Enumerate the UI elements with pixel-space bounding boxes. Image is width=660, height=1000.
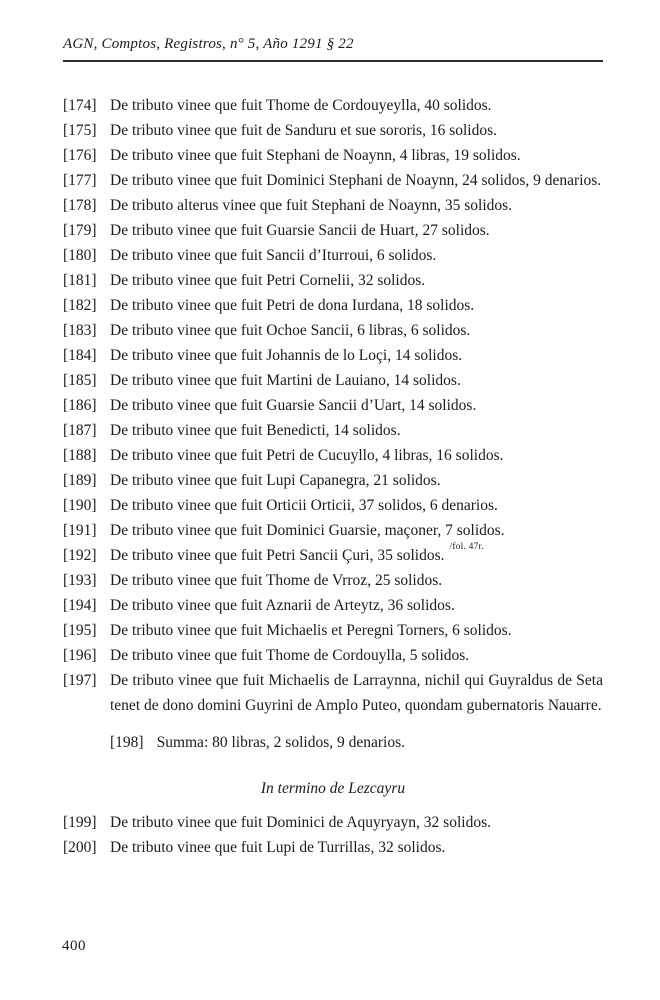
- entry-row: [63, 543, 603, 568]
- entry-text: [110, 443, 603, 468]
- entry-text: [110, 810, 603, 835]
- entry-text: [110, 418, 603, 443]
- entry-number: [193]: [63, 572, 97, 589]
- entry-number: [183]: [63, 322, 97, 339]
- entry-text: [110, 643, 603, 668]
- entry-text-body: De tributo vinee que fuit Martini de Lauiano, 14 solidos.: [110, 372, 461, 389]
- entry-row: [63, 568, 603, 593]
- entry-row: [63, 443, 603, 468]
- summa-row: [63, 730, 603, 755]
- entry-text: [110, 143, 603, 168]
- entry-number: [181]: [63, 272, 97, 289]
- entry-text-body: De tributo vinee que fuit Sancii d’Iturroui, 6 solidos.: [110, 247, 437, 264]
- entry-text-body: De tributo vinee que fuit Petri de Cucuyllo, 4 libras, 16 solidos.: [110, 447, 504, 464]
- entry-number: [196]: [63, 647, 97, 664]
- entry-text-body: De tributo vinee que fuit Thome de Cordouyeylla, 40 solidos.: [110, 97, 492, 114]
- entry-row: [63, 168, 603, 193]
- entry-text: [110, 168, 603, 193]
- entry-number: [178]: [63, 197, 97, 214]
- entry-row: [63, 118, 603, 143]
- entry-row: [63, 143, 603, 168]
- entry-number: [182]: [63, 297, 97, 314]
- running-head-text: AGN, Comptos, Registros, n° 5, Año 1291 § 22: [63, 36, 354, 52]
- entry-number: [199]: [63, 814, 97, 831]
- entry-number: [194]: [63, 597, 97, 614]
- entry-text-body: De tributo vinee que fuit Thome de Cordouylla, 5 solidos.: [110, 647, 470, 664]
- entry-number: [189]: [63, 472, 97, 489]
- entry-text: [110, 268, 603, 293]
- entry-row: [63, 193, 603, 218]
- entry-text-body: De tributo vinee que fuit Michaelis de Larraynna, nichil qui Guyraldus de Seta tenet de dono domini Guyrini de Amplo Puteo, quondam gubernatoris Nauarre.: [110, 672, 603, 714]
- entry-text-body: De tributo vinee que fuit Lupi Capanegra, 21 solidos.: [110, 472, 441, 489]
- entry-text: [110, 343, 603, 368]
- entry-text: [110, 493, 603, 518]
- entry-row: [63, 218, 603, 243]
- entry-text: [110, 618, 603, 643]
- entry-row: [63, 518, 603, 543]
- entry-number: [177]: [63, 172, 97, 189]
- entry-text-body: De tributo vinee que fuit Ochoe Sancii, 6 libras, 6 solidos.: [110, 322, 471, 339]
- entry-list: [63, 93, 603, 718]
- entry-text-body: De tributo vinee que fuit Benedicti, 14 solidos.: [110, 422, 401, 439]
- entry-text-body: De tributo vinee que fuit Petri Sancii Çuri, 35 solidos.: [110, 547, 445, 564]
- entry-row: [63, 93, 603, 118]
- entry-text-body: De tributo vinee que fuit Guarsie Sancii d’Uart, 14 solidos.: [110, 397, 477, 414]
- entry-text-body: De tributo vinee que fuit Dominici Stephani de Noaynn, 24 solidos, 9 denarios.: [110, 172, 602, 189]
- entry-number: [187]: [63, 422, 97, 439]
- entry-row: [63, 668, 603, 718]
- entry-row: [63, 293, 603, 318]
- entry-text-body: De tributo vinee que fuit Johannis de lo Loçi, 14 solidos.: [110, 347, 463, 364]
- entry-text: [110, 593, 603, 618]
- entry-text-body: De tributo vinee que fuit Petri de dona Iurdana, 18 solidos.: [110, 297, 475, 314]
- entry-number: [191]: [63, 522, 97, 539]
- entry-row: [63, 318, 603, 343]
- entry-text: [110, 468, 603, 493]
- entry-text-body: De tributo vinee que fuit Michaelis et Peregni Torners, 6 solidos.: [110, 622, 512, 639]
- entry-text-body: De tributo vinee que fuit Dominici Guarsie, maçoner, 7 solidos.: [110, 522, 505, 539]
- entry-row: [63, 368, 603, 393]
- entry-text: [110, 318, 603, 343]
- entry-number: [200]: [63, 839, 97, 856]
- entry-number: [175]: [63, 122, 97, 139]
- entry-text: [110, 218, 603, 243]
- entry-text-body: De tributo vinee que fuit Stephani de Noaynn, 4 libras, 19 solidos.: [110, 147, 521, 164]
- running-head: [63, 34, 603, 54]
- entry-row: [63, 493, 603, 518]
- entry-text-body: De tributo vinee que fuit Aznarii de Arteytz, 36 solidos.: [110, 597, 455, 614]
- entry-number: [179]: [63, 222, 97, 239]
- entry-text-body: De tributo alterus vinee que fuit Stephani de Noaynn, 35 solidos.: [110, 197, 513, 214]
- entry-number: [176]: [63, 147, 97, 164]
- entry-row: [63, 643, 603, 668]
- header-rule: [63, 60, 603, 62]
- entry-row: [63, 268, 603, 293]
- entry-text-body: De tributo vinee que fuit de Sanduru et sue sororis, 16 solidos.: [110, 122, 498, 139]
- entry-number: [174]: [63, 97, 97, 114]
- entry-number: [188]: [63, 447, 97, 464]
- entry-row: [63, 393, 603, 418]
- entry-list-2: [63, 810, 603, 860]
- entry-text: [110, 568, 603, 593]
- entry-text: [110, 243, 603, 268]
- entry-text: [110, 668, 603, 718]
- folio-note: /fol. 47r.: [449, 541, 484, 552]
- entry-text-body: De tributo vinee que fuit Petri Cornelii, 32 solidos.: [110, 272, 426, 289]
- page-number: 400: [62, 938, 86, 954]
- summa-text: Summa: 80 libras, 2 solidos, 9 denarios.: [156, 734, 405, 751]
- entry-text: [110, 393, 603, 418]
- entry-row: [63, 810, 603, 835]
- entry-text: [110, 835, 603, 860]
- entry-text-body: De tributo vinee que fuit Dominici de Aquyryayn, 32 solidos.: [110, 814, 491, 831]
- entry-number: [186]: [63, 397, 97, 414]
- entry-text: [110, 93, 603, 118]
- entry-row: [63, 835, 603, 860]
- entry-text: [110, 118, 603, 143]
- entry-number: [197]: [63, 672, 97, 689]
- entry-text-body: De tributo vinee que fuit Thome de Vrroz, 25 solidos.: [110, 572, 443, 589]
- entry-text: [110, 293, 603, 318]
- entry-text-body: De tributo vinee que fuit Lupi de Turrillas, 32 solidos.: [110, 839, 446, 856]
- entry-number: [180]: [63, 247, 97, 264]
- entry-number: [190]: [63, 497, 97, 514]
- entry-number: [192]: [63, 547, 97, 564]
- entry-number: [195]: [63, 622, 97, 639]
- entry-text: [110, 368, 603, 393]
- entry-row: [63, 243, 603, 268]
- entry-row: [63, 343, 603, 368]
- entry-text: [110, 518, 603, 543]
- section-heading: In termino de Lezcayru: [260, 780, 406, 797]
- entry-text: [110, 543, 603, 568]
- entry-row: [63, 593, 603, 618]
- entry-text: [110, 193, 603, 218]
- entry-row: [63, 618, 603, 643]
- entry-number: [185]: [63, 372, 97, 389]
- entry-text-body: De tributo vinee que fuit Orticii Orticii, 37 solidos, 6 denarios.: [110, 497, 498, 514]
- entry-row: [63, 468, 603, 493]
- entry-number: [184]: [63, 347, 97, 364]
- summa-number: [198]: [110, 734, 144, 751]
- entry-row: [63, 418, 603, 443]
- entry-text-body: De tributo vinee que fuit Guarsie Sancii de Huart, 27 solidos.: [110, 222, 490, 239]
